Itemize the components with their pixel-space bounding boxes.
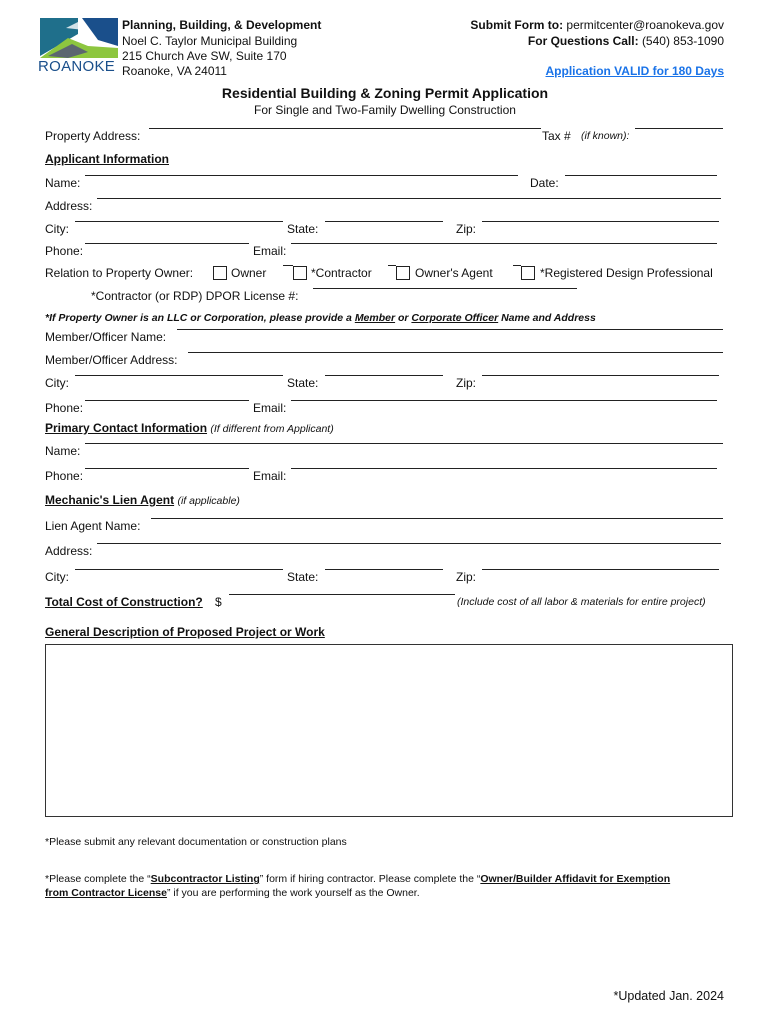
street-address: 215 Church Ave SW, Suite 170: [122, 49, 287, 63]
dept-name: Planning, Building, & Development: [122, 18, 322, 32]
questions-label: For Questions Call:: [527, 34, 639, 48]
lien-state-label: State:: [287, 570, 319, 584]
lien-heading-line: [45, 493, 240, 507]
agent-checkbox[interactable]: [396, 266, 410, 280]
llc-note-officer: Corporate Officer: [411, 312, 499, 324]
applicant-state-field[interactable]: [325, 221, 443, 222]
lien-heading: Mechanic's Lien Agent: [45, 493, 175, 507]
forms-note: [45, 872, 670, 900]
submit-email[interactable]: permitcenter@roanokeva.gov: [566, 18, 724, 32]
org-name: ROANOKE: [38, 58, 116, 75]
description-heading: General Description of Proposed Project or Work: [45, 625, 325, 639]
forms-note-pre: *Please complete the “: [45, 873, 151, 885]
applicant-address-field[interactable]: [97, 198, 721, 199]
applicant-city-field[interactable]: [75, 221, 283, 222]
lien-address-field[interactable]: [97, 543, 721, 544]
owner-checkbox[interactable]: [213, 266, 227, 280]
contact-email-field[interactable]: [291, 468, 717, 469]
applicant-zip-label: Zip:: [456, 222, 477, 236]
member-city-label: City:: [45, 376, 69, 390]
property-address-label: Property Address:: [45, 129, 141, 143]
questions-line: [528, 34, 724, 48]
affidavit-link-continued[interactable]: from Contractor License: [45, 887, 167, 899]
contact-name-field[interactable]: [85, 443, 723, 444]
updated-note: *Updated Jan. 2024: [613, 989, 724, 1003]
rdp-blank: [513, 265, 521, 266]
contact-hint: (If different from Applicant): [210, 423, 334, 435]
docs-note: *Please submit any relevant documentation or construction plans: [45, 836, 347, 848]
owner-option-label: Owner: [231, 266, 267, 280]
questions-phone: (540) 853-1090: [641, 34, 724, 48]
form-title: Residential Building & Zoning Permit Application: [221, 85, 549, 101]
relation-label: Relation to Property Owner:: [45, 266, 194, 280]
applicant-phone-field[interactable]: [85, 243, 249, 244]
member-state-field[interactable]: [325, 375, 443, 376]
lien-city-label: City:: [45, 570, 69, 584]
member-phone-label: Phone:: [45, 401, 84, 415]
forms-note-post: ” if you are performing the work yourself as the Owner.: [166, 887, 420, 899]
building-name: Noel C. Taylor Municipal Building: [122, 34, 298, 48]
agent-option-label: Owner's Agent: [415, 266, 493, 280]
subcontractor-link[interactable]: Subcontractor Listing: [150, 873, 260, 885]
llc-note-member: Member: [354, 312, 396, 324]
member-state-label: State:: [287, 376, 319, 390]
member-city-field[interactable]: [75, 375, 283, 376]
cost-field[interactable]: [229, 594, 455, 595]
forms-note-mid: ” form if hiring contractor. Please complete the “: [259, 873, 481, 885]
form-subtitle: For Single and Two-Family Dwelling Construction: [254, 103, 516, 117]
member-address-label: Member/Officer Address:: [45, 353, 178, 367]
lien-address-label: Address:: [45, 544, 93, 558]
agent-blank: [388, 265, 396, 266]
submit-label: Submit Form to:: [470, 18, 564, 32]
contact-phone-label: Phone:: [45, 469, 84, 483]
member-zip-field[interactable]: [482, 375, 719, 376]
property-address-field[interactable]: [149, 128, 541, 129]
property-row: [45, 128, 725, 144]
member-email-label: Email:: [253, 401, 287, 415]
contractor-checkbox[interactable]: [293, 266, 307, 280]
city-address: Roanoke, VA 24011: [122, 64, 227, 78]
rdp-option-label: *Registered Design Professional: [540, 266, 713, 280]
applicant-name-label: Name:: [45, 176, 81, 190]
roanoke-logo-icon: [38, 16, 120, 60]
applicant-name-field[interactable]: [85, 175, 518, 176]
lien-name-label: Lien Agent Name:: [45, 519, 141, 533]
lien-city-field[interactable]: [75, 569, 283, 570]
tax-hint: (if known):: [581, 130, 630, 142]
lien-zip-field[interactable]: [482, 569, 719, 570]
cost-hint: (Include cost of all labor & materials for entire project): [457, 596, 706, 608]
contact-email-label: Email:: [253, 469, 287, 483]
contractor-blank: [283, 265, 293, 266]
rdp-checkbox[interactable]: [521, 266, 535, 280]
tax-field[interactable]: [635, 128, 723, 129]
dpor-label: *Contractor (or RDP) DPOR License #:: [91, 289, 299, 303]
applicant-city-label: City:: [45, 222, 69, 236]
dpor-field[interactable]: [313, 288, 577, 289]
submit-line: [470, 18, 724, 32]
applicant-email-field[interactable]: [291, 243, 717, 244]
applicant-date-field[interactable]: [565, 175, 717, 176]
tax-label: Tax #: [542, 129, 571, 143]
member-name-field[interactable]: [177, 329, 723, 330]
roanoke-logo: [38, 16, 122, 78]
contact-heading: Primary Contact Information: [45, 421, 208, 435]
cost-currency: $: [215, 595, 222, 609]
applicant-email-label: Email:: [253, 244, 287, 258]
applicant-phone-label: Phone:: [45, 244, 84, 258]
lien-name-field[interactable]: [151, 518, 723, 519]
applicant-zip-field[interactable]: [482, 221, 719, 222]
applicant-address-label: Address:: [45, 199, 93, 213]
cost-label: Total Cost of Construction?: [45, 595, 203, 609]
contact-heading-line: [45, 421, 334, 435]
llc-note-post: Name and Address: [498, 312, 596, 324]
lien-state-field[interactable]: [325, 569, 443, 570]
llc-note-or: or: [395, 312, 412, 324]
llc-note: [45, 312, 596, 324]
validity-note: Application VALID for 180 Days: [545, 64, 724, 78]
applicant-heading: Applicant Information: [45, 152, 169, 166]
affidavit-link[interactable]: Owner/Builder Affidavit for Exemption: [480, 873, 671, 885]
description-textarea[interactable]: [45, 644, 733, 817]
applicant-date-label: Date:: [530, 176, 559, 190]
contact-phone-field[interactable]: [85, 468, 249, 469]
member-name-label: Member/Officer Name:: [45, 330, 167, 344]
lien-zip-label: Zip:: [456, 570, 477, 584]
member-email-field[interactable]: [291, 400, 717, 401]
llc-note-pre: *If Property Owner is an LLC or Corporation, please provide a: [45, 312, 355, 324]
contact-name-label: Name:: [45, 444, 81, 458]
contractor-option-label: *Contractor: [311, 266, 372, 280]
member-address-field[interactable]: [188, 352, 723, 353]
member-zip-label: Zip:: [456, 376, 477, 390]
member-phone-field[interactable]: [85, 400, 249, 401]
applicant-state-label: State:: [287, 222, 319, 236]
lien-hint: (if applicable): [177, 495, 240, 507]
